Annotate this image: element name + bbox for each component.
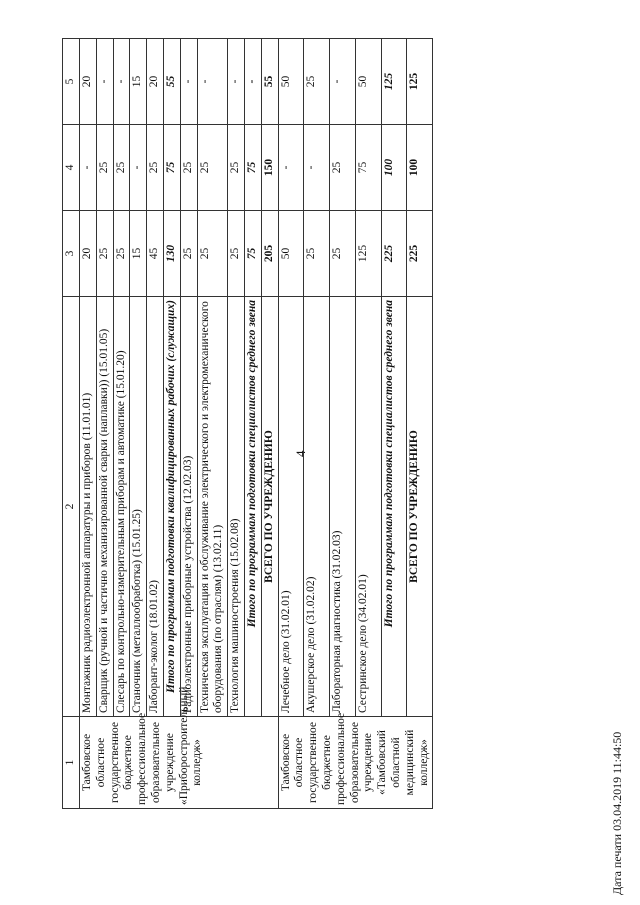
table-row [80,39,97,809]
value-cell-c3: 25 [228,211,245,297]
institution-name: Тамбовское областное государственное бюджетное профессиональное образовательное учреждение «Приборостроительный колледж» [80,717,279,809]
institution-name: Тамбовское областное государственное бюджетное профессиональное образовательное учреждение «Тамбовский областной медицинский колледж» [278,717,433,809]
table-row [96,39,113,809]
page-number: 4 [293,450,308,457]
value-cell-c4: 75 [244,125,261,211]
program-name: Сварщик (ручной и частично механизированной сварки (наплавки)) (15.01.05) [96,297,113,717]
value-cell-c3: 15 [130,211,147,297]
table-row [130,39,147,809]
value-cell-c4: 100 [381,125,407,211]
value-cell-c3: 205 [261,211,278,297]
value-cell-c3: 20 [80,211,97,297]
value-cell-c3: 130 [163,211,180,297]
program-name: Лечебное дело (31.02.01) [278,297,304,717]
header-cell: 4 [63,125,80,211]
program-name: ВСЕГО ПО УЧРЕЖДЕНИЮ [407,297,433,717]
value-cell-c5: - [330,39,356,125]
program-name: Техническая эксплуатация и обслуживание электрического и электромеханического оборудования (по отраслям) (13.02.11) [197,297,228,717]
value-cell-c3: 25 [197,211,228,297]
header-cell: 2 [63,297,80,717]
value-cell-c4: 75 [355,125,381,211]
program-name: Слесарь по контрольно-измерительным приборам и автоматике (15.01.20) [113,297,130,717]
value-cell-c5: - [96,39,113,125]
subtotal-row [381,39,407,809]
value-cell-c3: 25 [304,211,330,297]
header-row [63,39,80,809]
table-row [228,39,245,809]
value-cell-c4: - [278,125,304,211]
value-cell-c3: 225 [407,211,433,297]
table-row [355,39,381,809]
value-cell-c5: - [244,39,261,125]
value-cell-c5: 25 [304,39,330,125]
value-cell-c5: 50 [278,39,304,125]
value-cell-c5: 20 [80,39,97,125]
program-name: Технология машиностроения (15.02.08) [228,297,245,717]
value-cell-c3: 50 [278,211,304,297]
value-cell-c4: 25 [96,125,113,211]
value-cell-c4: 100 [407,125,433,211]
value-cell-c5: - [113,39,130,125]
value-cell-c4: 25 [180,125,197,211]
value-cell-c5: 20 [147,39,164,125]
program-name: Станочник (металлообработка) (15.01.25) [130,297,147,717]
value-cell-c5: 125 [407,39,433,125]
value-cell-c5: 125 [381,39,407,125]
value-cell-c4: - [304,125,330,211]
program-name: Акушерское дело (31.02.02) [304,297,330,717]
program-name: ВСЕГО ПО УЧРЕЖДЕНИЮ [261,297,278,717]
value-cell-c4: - [80,125,97,211]
total-row [407,39,433,809]
header-cell: 5 [63,39,80,125]
value-cell-c4: - [130,125,147,211]
table-row [113,39,130,809]
value-cell-c3: 25 [113,211,130,297]
value-cell-c4: 75 [163,125,180,211]
value-cell-c4: 25 [197,125,228,211]
value-cell-c3: 25 [96,211,113,297]
table-row [180,39,197,809]
table-row [147,39,164,809]
value-cell-c3: 125 [355,211,381,297]
value-cell-c5: 50 [355,39,381,125]
program-name: Монтажник радиоэлектронной аппаратуры и приборов (11.01.01) [80,297,97,717]
program-name: Радиоэлектронные приборные устройства (12.02.03) [180,297,197,717]
program-name: Лабораторная диагностика (31.02.03) [330,297,356,717]
value-cell-c4: 150 [261,125,278,211]
value-cell-c5: 55 [163,39,180,125]
value-cell-c3: 75 [244,211,261,297]
header-cell: 3 [63,211,80,297]
program-name: Итого по программам подготовки квалифицированных рабочих (служащих) [163,297,180,717]
value-cell-c3: 45 [147,211,164,297]
value-cell-c4: 25 [330,125,356,211]
value-cell-c3: 225 [381,211,407,297]
total-row [261,39,278,809]
value-cell-c4: 25 [113,125,130,211]
program-name: Сестринское дело (34.02.01) [355,297,381,717]
value-cell-c5: - [197,39,228,125]
print-date: Дата печати 03.04.2019 11:44:50 [610,731,624,895]
program-name: Лаборант-эколог (18.01.02) [147,297,164,717]
value-cell-c4: 25 [228,125,245,211]
value-cell-c4: 25 [147,125,164,211]
program-name: Итого по программам подготовки специалистов среднего звена [381,297,407,717]
value-cell-c5: 15 [130,39,147,125]
program-name: Итого по программам подготовки специалистов среднего звена [244,297,261,717]
table-row [278,39,304,809]
table-row [304,39,330,809]
value-cell-c3: 25 [330,211,356,297]
admission-table [62,38,433,809]
header-cell: 1 [63,717,80,809]
subtotal-row [244,39,261,809]
value-cell-c5: - [180,39,197,125]
table-row [197,39,228,809]
value-cell-c5: 55 [261,39,278,125]
table-row [330,39,356,809]
value-cell-c5: - [228,39,245,125]
value-cell-c3: 25 [180,211,197,297]
